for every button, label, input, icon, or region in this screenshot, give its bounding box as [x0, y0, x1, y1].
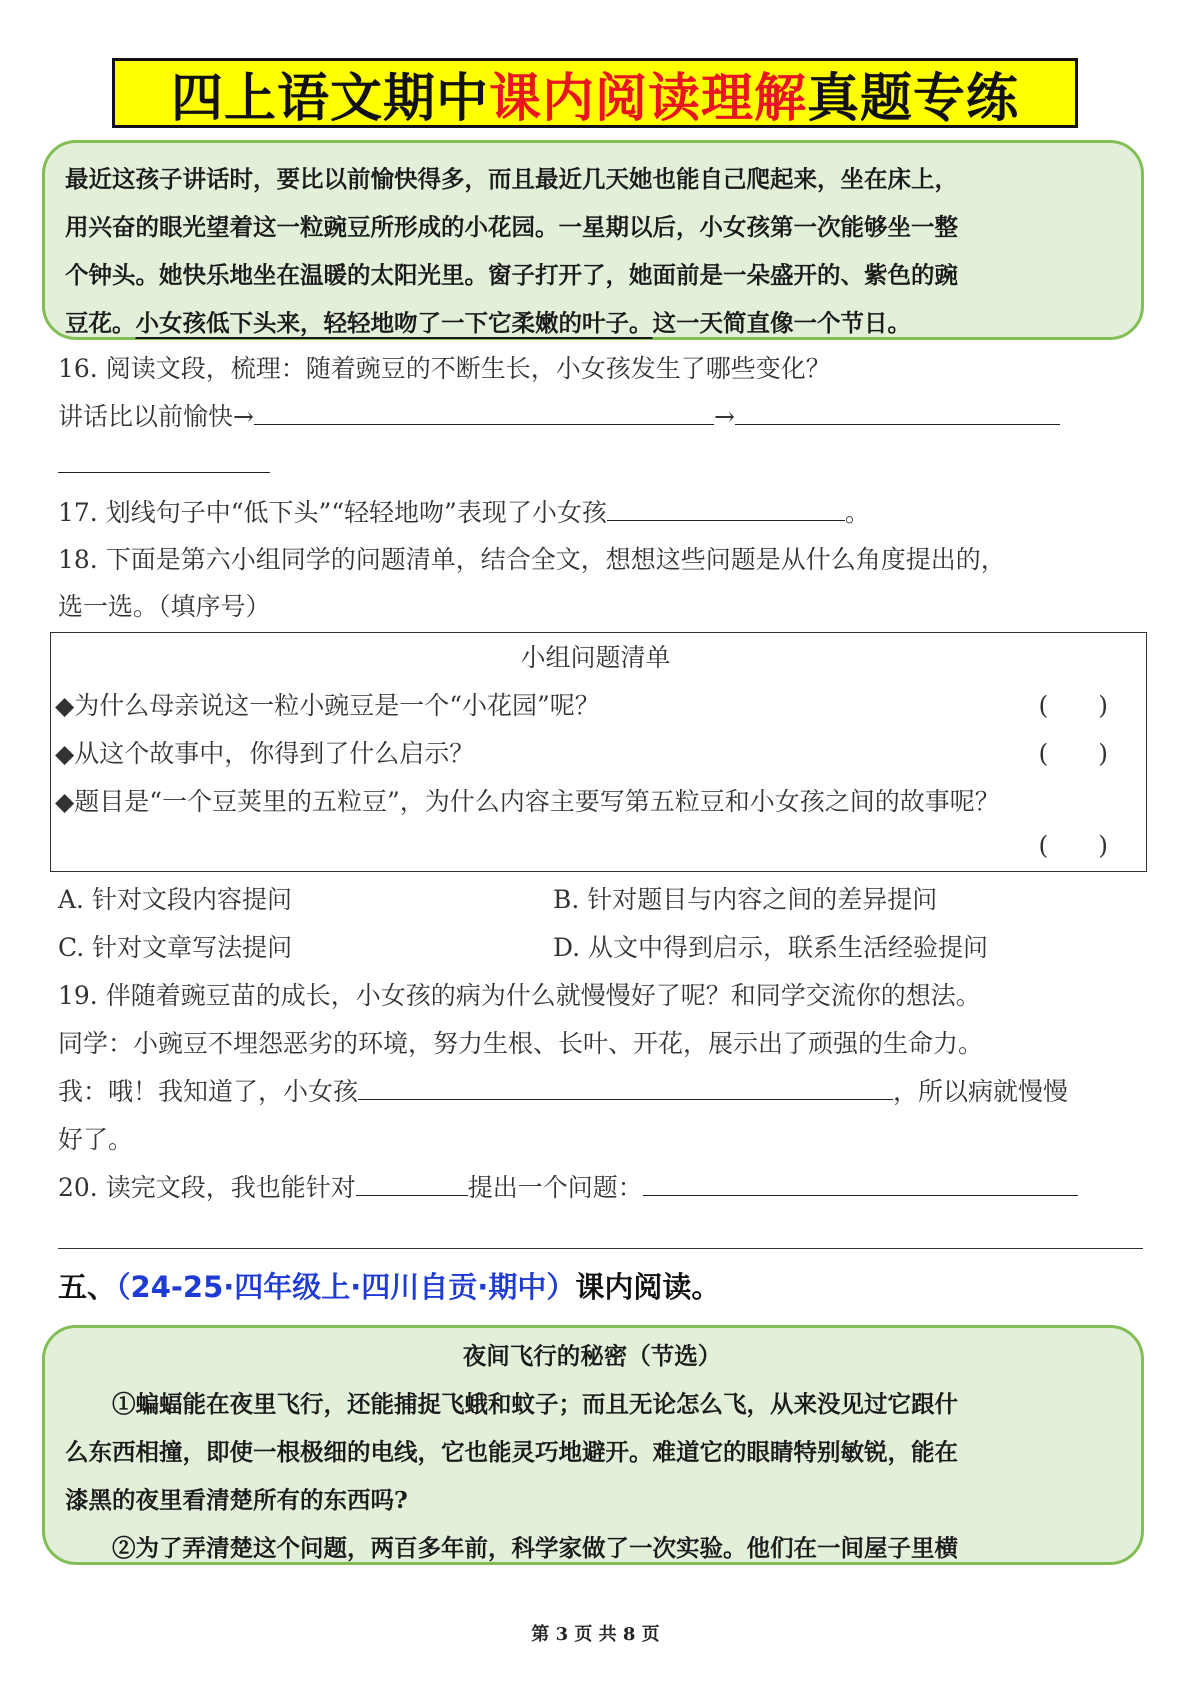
- passage-line: 个钟头。她快乐地坐在温暖的太阳光里。窗子打开了，她面前是一朵盛开的、紫色的豌: [65, 261, 958, 289]
- option-a: A. 针对文段内容提问: [58, 885, 292, 914]
- underlined-sentence: 小女孩低下头来，轻轻地吻了一下它柔嫩的叶子。: [135, 309, 653, 337]
- reading-passage-2: [42, 1325, 1144, 1565]
- q20-blank-2[interactable]: [643, 1171, 1078, 1196]
- section-5-heading: 五、（24-25·四年级上·四川自贡·期中）课内阅读。: [58, 1270, 721, 1304]
- q16-blank-1[interactable]: [254, 400, 714, 425]
- q16-question: 16. 阅读文段，梳理：随着豌豆的不断生长，小女孩发生了哪些变化？: [58, 354, 831, 383]
- page-footer: 第 3 页 共 8 页: [531, 1624, 660, 1645]
- passage-line-last: 豆花。小女孩低下头来，轻轻地吻了一下它柔嫩的叶子。这一天简直像一个节日。: [65, 309, 911, 337]
- question-list-title: 小组问题清单: [520, 643, 671, 672]
- question-list-item: ◆从这个故事中，你得到了什么启示？ ( ): [55, 737, 1136, 771]
- q19-answer-row: 我：哦！我知道了，小女孩 ，所以病就慢慢: [58, 1077, 1069, 1106]
- title-part1: 四上语文期中: [170, 68, 489, 129]
- title-part3: 真题专练: [807, 68, 1020, 129]
- passage-line: 最近这孩子讲话时，要比以前愉快得多，而且最近几天她也能自己爬起来，坐在床上，: [65, 165, 958, 193]
- passage-line: ①蝙蝠能在夜里飞行，还能捕捉飞蛾和蚊子；而且无论怎么飞，从来没见过它跟什: [112, 1390, 958, 1418]
- q17-question: 17. 划线句子中“低下头”“轻轻地吻”表现了小女孩 。: [58, 498, 870, 527]
- passage-line: ②为了弄清楚这个问题，两百多年前，科学家做了一次实验。他们在一间屋子里横: [112, 1534, 958, 1562]
- q17-blank[interactable]: [607, 496, 845, 521]
- passage-line: 用兴奋的眼光望着这一粒豌豆所形成的小花园。一星期以后，小女孩第一次能够坐一整: [65, 213, 958, 241]
- answer-paren[interactable]: ( ): [1038, 739, 1108, 768]
- q19-classmate: 同学：小豌豆不埋怨恶劣的环境，努力生根、长叶、开花，展示出了顽强的生命力。: [58, 1029, 984, 1058]
- q16-blank-3[interactable]: [58, 448, 270, 473]
- q16-answer-row-2: [58, 448, 1151, 482]
- answer-paren[interactable]: ( ): [1038, 691, 1108, 720]
- option-b: B. 针对题目与内容之间的差异提问: [553, 885, 938, 914]
- title-part2: 课内阅读理解: [488, 68, 807, 129]
- question-list-item: ◆题目是“一个豆荚里的五粒豆”，为什么内容主要写第五粒豆和小女孩之间的故事呢？: [55, 787, 1000, 816]
- passage-2-title: 夜间飞行的秘密（节选）: [462, 1342, 722, 1370]
- section-5-source: （24-25·四年级上·四川自贡·期中）: [116, 1270, 576, 1304]
- option-c: C. 针对文章写法提问: [58, 933, 293, 962]
- passage-line: 漆黑的夜里看清楚所有的东西吗?: [65, 1486, 408, 1514]
- q16-blank-2[interactable]: [735, 400, 1060, 425]
- question-list-box: [50, 632, 1147, 872]
- q20-blank-1[interactable]: [356, 1171, 468, 1196]
- answer-paren[interactable]: ( ): [1038, 831, 1108, 860]
- q20-question: 20. 读完文段，我也能针对 提出一个问题：: [58, 1171, 1151, 1205]
- q18-question-line1: 18. 下面是第六小组同学的问题清单，结合全文，想想这些问题是从什么角度提出的，: [58, 545, 1006, 574]
- passage-line: 么东西相撞，即使一根极细的电线，它也能灵巧地避开。难道它的眼睛特别敏锐，能在: [65, 1438, 958, 1466]
- question-list-item: ◆为什么母亲说这一粒小豌豆是一个“小花园”呢？ ( ): [55, 689, 1136, 723]
- q20-answer-line[interactable]: [58, 1248, 1143, 1249]
- q19-blank[interactable]: [358, 1075, 893, 1100]
- q16-answer-row: 讲话比以前愉快→ →: [58, 400, 1151, 434]
- q19-question: 19. 伴随着豌豆苗的成长，小女孩的病为什么就慢慢好了呢？和同学交流你的想法。: [58, 981, 981, 1010]
- option-d: D. 从文中得到启示，联系生活经验提问: [553, 933, 989, 962]
- q19-answer-end: 好了。: [58, 1125, 134, 1154]
- page-title: [112, 58, 1078, 128]
- reading-passage-1: [42, 140, 1144, 340]
- q18-question-line2: 选一选。（填序号）: [58, 592, 271, 621]
